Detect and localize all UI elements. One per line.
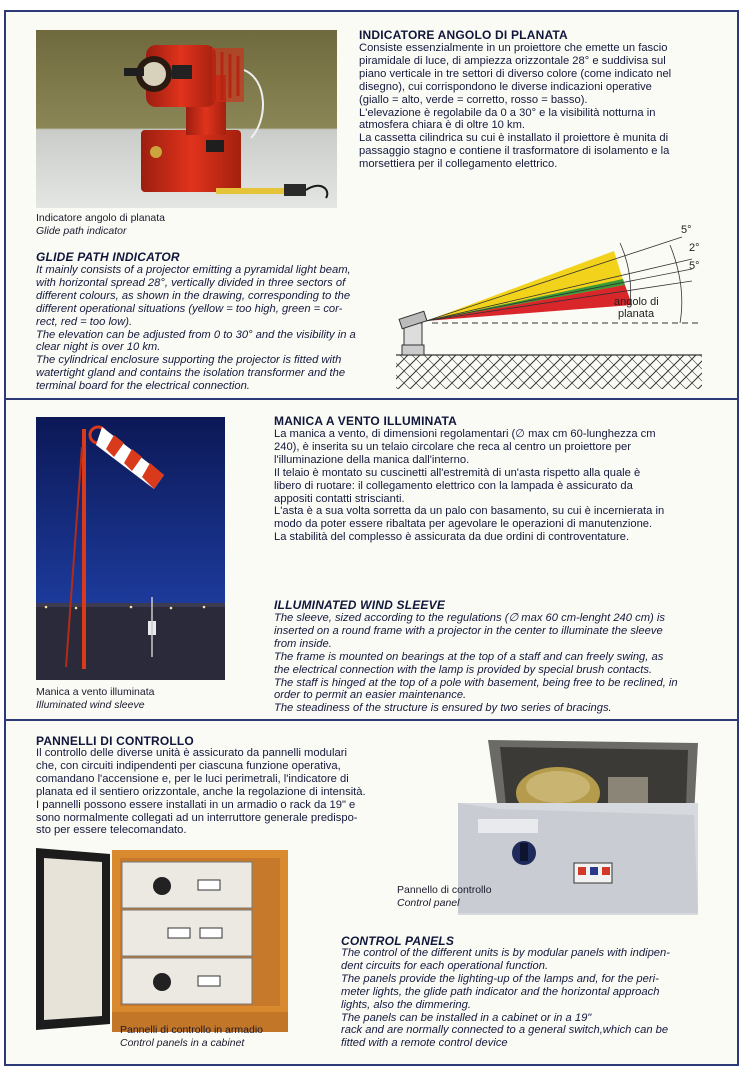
- text-line: The frame is mounted on bearings at the top of a staff and can freely swing, as: [274, 650, 664, 663]
- text-line: The staff is hinged at the top of a pole with basement, being free to be reclined, in: [274, 676, 678, 689]
- glide-path-text-en: [36, 264, 381, 393]
- wind-sleeve-photo: [36, 417, 225, 680]
- text-line: with horizontal spread 28°, vertically divided in three sectors of: [36, 276, 346, 289]
- glide-path-text-it: [359, 42, 709, 171]
- photo-caption: [36, 212, 165, 238]
- caption-english: Glide path indicator: [36, 225, 127, 237]
- text-line: The elevation can be adjusted from 0 to 30° and the visibility in a: [36, 328, 356, 341]
- photo-caption: [36, 686, 154, 712]
- text-line: piramidale di luce, di ampiezza orizzontale 28° e suddivisa sul: [359, 54, 666, 67]
- control-cabinet-photo: [34, 844, 292, 1034]
- text-line: L'asta è a sua volta sorretta da un palo con basamento, su cui è incernierata in: [274, 505, 665, 518]
- angle-label-low: 5°: [689, 260, 700, 272]
- caption-italian: Pannello di controllo: [397, 884, 492, 896]
- text-line: dent circuits for each operational function.: [341, 959, 549, 972]
- control-panel-photo: [458, 735, 702, 920]
- text-line: Il controllo delle diverse unità è assicurato da pannelli modulari: [36, 747, 347, 759]
- text-line: planata ed il sentiero orizzontale, anche la regolazione di intensità.: [36, 785, 366, 798]
- caption-english: Control panel: [397, 897, 460, 909]
- text-line: The panels can be installed in a cabinet or in a 19": [341, 1011, 592, 1024]
- text-line: La stabilità del complesso è assicurata da due ordini di controventature.: [274, 531, 630, 544]
- section-divider: [4, 398, 737, 400]
- text-line: The steadiness of the structure is ensured by two series of bracings.: [274, 702, 612, 715]
- text-line: l'illuminazione della manica dall'interno.: [274, 453, 470, 466]
- wind-sleeve-title-en: ILLUMINATED WIND SLEEVE: [274, 598, 446, 612]
- projector-base: [402, 345, 424, 355]
- text-line: the electrical connection with the lamp is provided by special brush contacts.: [274, 663, 653, 676]
- text-line: It mainly consists of a projector emitting a pyramidal light beam,: [36, 264, 351, 276]
- text-line: clear night is over 10 km.: [36, 341, 161, 354]
- text-line: inserted on a round frame with a projector in the center to illuminate the sleeve: [274, 624, 663, 637]
- text-line: I pannelli possono essere installati in un armadio o rack da 19" e: [36, 798, 356, 811]
- text-line: The sleeve, sized according to the regulations (∅ max 60 cm-lenght 240 cm) is: [274, 612, 665, 624]
- control-panel-caption: [397, 884, 492, 910]
- control-panels-title-en: CONTROL PANELS: [341, 934, 455, 948]
- angle-label-top: 5°: [681, 224, 692, 236]
- text-line: comandano l'accensione e, per le luci perimetrali, l'indicatore di: [36, 772, 349, 785]
- control-cabinet-caption: [120, 1024, 263, 1050]
- caption-italian: Indicatore angolo di planata: [36, 212, 166, 224]
- caption-italian: Pannelli di controllo in armadio: [120, 1024, 263, 1036]
- wind-sleeve-text-en: [274, 612, 714, 715]
- text-line: appositi contatti striscianti.: [274, 492, 405, 505]
- ground-hatching: [396, 355, 702, 389]
- text-line: disegno), cui corrispondono le diverse indicazioni operative: [359, 80, 652, 93]
- wind-sleeve-title-it: MANICA A VENTO ILLUMINATA: [274, 414, 457, 428]
- text-line: libero di ruotare: il collegamento elettrico con la lampada è assicurato da: [274, 479, 633, 492]
- text-line: The cylindrical enclosure supporting the projector is fitted with: [36, 354, 342, 367]
- control-panels-text-it: [36, 747, 406, 837]
- text-line: La manica a vento, di dimensioni regolamentari (∅ max cm 60-lunghezza cm: [274, 428, 656, 440]
- text-line: che, con circuiti indipendenti per ciascuna funzione operativa,: [36, 759, 341, 772]
- text-line: order to permit an easier maintenance.: [274, 689, 467, 702]
- text-line: different operational situations (yellow = too high, green = cor-: [36, 302, 343, 315]
- text-line: atmosfera chiara è di oltre 10 km.: [359, 119, 526, 132]
- text-line: The control of the different units is by modular panels with indipen-: [341, 947, 670, 959]
- text-line: Il telaio è montato su cuscinetti all'estremità di un'asta rispetto alla quale è: [274, 466, 641, 479]
- glide-path-diagram: [392, 215, 710, 390]
- text-line: sto per essere telecomandato.: [36, 824, 187, 837]
- angle-label-text-2: planata: [618, 308, 655, 320]
- text-line: lights, also the dimmering.: [341, 998, 471, 1011]
- angle-label-text-1: angolo di: [614, 296, 659, 308]
- text-line: morsettiera per il collegamento elettrico.: [359, 158, 558, 171]
- text-line: The panels provide the lighting-up of the lamps and, for the peri-: [341, 972, 659, 985]
- glide-path-title-en: GLIDE PATH INDICATOR: [36, 250, 180, 264]
- caption-italian: Manica a vento illuminata: [36, 686, 155, 698]
- section-divider: [4, 719, 737, 721]
- control-panels-text-en: [341, 947, 711, 1050]
- text-line: 240), è inserita su un telaio circolare che reca al centro un proiettore per: [274, 440, 631, 453]
- caption-english: Illuminated wind sleeve: [36, 699, 145, 711]
- wind-sleeve-text-it: [274, 428, 714, 544]
- glide-path-title-it: INDICATORE ANGOLO DI PLANATA: [359, 28, 568, 42]
- text-line: rack and are normally connected to a general switch,which can be: [341, 1024, 669, 1037]
- text-line: La cassetta cilindrica su cui è installato il proiettore è munita di: [359, 132, 669, 145]
- angle-label-mid: 2°: [689, 242, 700, 254]
- text-line: from inside.: [274, 637, 332, 650]
- text-line: fitted with a remote control device: [341, 1037, 508, 1050]
- text-line: modo da poter essere ribaltata per agevolare le operazioni di manutenzione.: [274, 518, 653, 531]
- caption-english: Control panels in a cabinet: [120, 1037, 245, 1049]
- text-line: terminal board for the electrical connection.: [36, 380, 250, 393]
- text-line: watertight gland and contains the isolation transformer and the: [36, 367, 346, 380]
- glide-path-indicator-photo: [36, 30, 337, 208]
- text-line: meter lights, the glide path indicator and the horizontal approach: [341, 985, 660, 998]
- control-panels-title-it: PANNELLI DI CONTROLLO: [36, 734, 194, 748]
- text-line: L'elevazione è regolabile da 0 a 30° e la visibilità notturna in: [359, 106, 656, 119]
- text-line: different colours, as shown in the drawing, corresponding to the: [36, 289, 351, 302]
- text-line: sono normalmente collegati ad un interruttore generale predispo-: [36, 811, 358, 824]
- text-line: piano verticale in tre settori di diverso colore (come indicato nel: [359, 67, 672, 80]
- text-line: passaggio stagno e contiene il trasformatore di isolamento e la: [359, 145, 670, 158]
- text-line: (giallo = alto, verde = corretto, rosso = basso).: [359, 93, 588, 106]
- text-line: rect, red = too low).: [36, 315, 133, 328]
- text-line: Consiste essenzialmente in un proiettore che emette un fascio: [359, 42, 668, 54]
